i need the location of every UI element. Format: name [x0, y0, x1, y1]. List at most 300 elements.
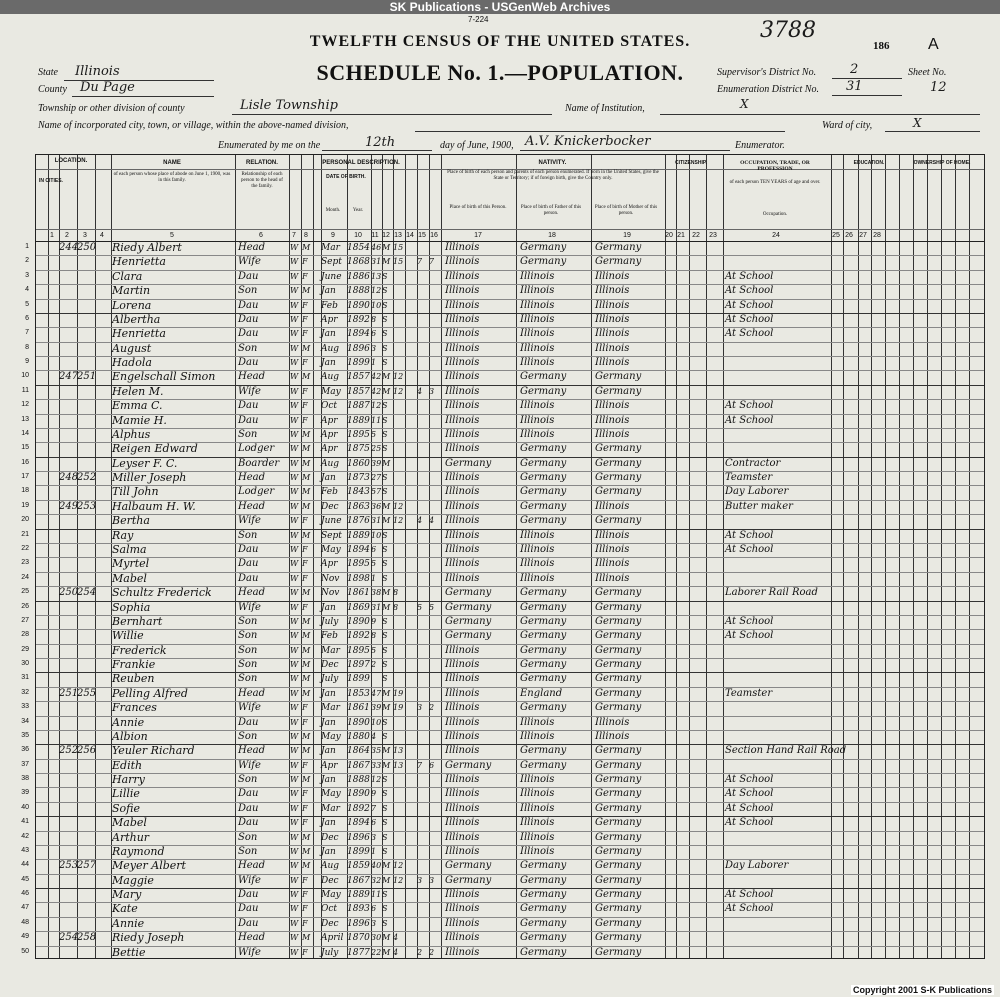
color: W [290, 803, 299, 813]
marital-status: M [382, 501, 391, 511]
birthplace-father: Illinois [520, 357, 555, 369]
age: 38 [371, 588, 382, 598]
color: W [290, 890, 299, 900]
birthplace-person: Illinois [445, 500, 480, 512]
marital-status: S [382, 300, 388, 310]
marital-status: S [382, 616, 388, 626]
relation: Dau [238, 788, 259, 800]
color: W [290, 904, 299, 914]
birth-month: July [321, 674, 339, 685]
sex: F [302, 947, 308, 957]
birthplace-father: Germany [520, 601, 567, 613]
person-name: Albertha [112, 312, 161, 326]
birthplace-father: Germany [520, 889, 567, 901]
color: W [290, 717, 299, 727]
occupation: At School [725, 802, 774, 814]
birthplace-person: Illinois [445, 443, 480, 455]
birth-year: 1899 [347, 846, 370, 857]
birth-year: 1892 [347, 314, 370, 325]
sex: M [302, 530, 311, 540]
birth-year: 1886 [347, 271, 370, 282]
birthplace-person: Illinois [445, 515, 480, 527]
birth-year: 1869 [347, 602, 370, 613]
birthplace-person: Illinois [445, 313, 480, 325]
sex: F [302, 300, 308, 310]
line-number: 11 [21, 386, 29, 394]
birth-year: 1854 [347, 243, 370, 253]
birthplace-mother: Germany [595, 817, 642, 829]
color: W [290, 674, 299, 684]
header-divider [36, 229, 984, 230]
line-number: 50 [21, 947, 29, 955]
birth-year: 1861 [347, 703, 370, 714]
dwelling-number: 247 [59, 371, 79, 383]
birthplace-father: Germany [520, 874, 567, 886]
birthplace-mother: Germany [595, 745, 642, 757]
birthplace-person: Illinois [445, 845, 480, 857]
line-number: 26 [21, 602, 29, 610]
birth-month: Feb [321, 487, 338, 498]
sex: F [302, 386, 308, 396]
birth-month: Sept [321, 530, 342, 541]
relation: Head [238, 745, 266, 757]
birthplace-father: Illinois [520, 400, 555, 412]
birth-year: 1888 [347, 286, 370, 297]
birthplace-mother: Germany [595, 659, 642, 671]
personal-header: PERSONAL DESCRIPTION. [322, 160, 400, 166]
line-number: 17 [21, 473, 29, 481]
color: W [290, 861, 299, 871]
line-number: 22 [21, 544, 29, 552]
relation: Dau [238, 543, 259, 555]
sex: F [302, 329, 308, 339]
marital-status: M [382, 602, 391, 612]
person-name: Mary [112, 888, 142, 902]
age: 3 [371, 832, 377, 842]
birthplace-mother: Germany [595, 932, 642, 944]
birthplace-person: Illinois [445, 687, 480, 699]
birthplace-person: Illinois [445, 946, 480, 958]
age: 11 [371, 890, 382, 900]
birthplace-mother: Illinois [595, 558, 630, 570]
birth-month: Jan [321, 286, 336, 297]
location-header: LOCATION. [54, 158, 88, 164]
birthplace-father: Germany [520, 702, 567, 714]
color: W [290, 372, 299, 382]
age: 39 [371, 458, 382, 468]
relation: Wife [238, 515, 261, 527]
sex: M [302, 372, 311, 382]
sheet-letter: A [928, 36, 939, 53]
birthplace-father: Germany [520, 903, 567, 915]
birth-month: Apr [321, 559, 338, 570]
dwelling-number: 253 [59, 860, 79, 872]
nativity-desc: Place of birth of each person and parents of each person enumerated. If born in the United States, give the State or Territory; if of foreign birth, give the Country only. [447, 170, 659, 181]
birthplace-mother: Germany [595, 256, 642, 268]
birthplace-father: Germany [520, 644, 567, 656]
birth-month: Apr [321, 415, 338, 426]
color: W [290, 775, 299, 785]
birthplace-person: Illinois [445, 428, 480, 440]
birthplace-mother: Germany [595, 889, 642, 901]
column-number: 20 [665, 232, 673, 239]
sex: F [302, 890, 308, 900]
birth-year: 1870 [347, 933, 370, 944]
birth-month: Jan [321, 818, 336, 829]
birthplace-father: Germany [520, 371, 567, 383]
relation: Wife [238, 759, 261, 771]
birth-mother-header: Place of birth of Mother of this person. [594, 205, 658, 216]
color: W [290, 473, 299, 483]
line-number: 44 [21, 861, 29, 869]
marital-status: S [382, 473, 388, 483]
family-number: 256 [77, 745, 97, 757]
birthplace-person: Germany [445, 615, 492, 627]
birth-month: Aug [321, 372, 340, 383]
line-number: 29 [21, 645, 29, 653]
birth-month: Sept [321, 257, 342, 268]
sex: F [302, 257, 308, 267]
color: W [290, 559, 299, 569]
relation-header: RELATION. [246, 160, 278, 166]
relation: Head [238, 371, 266, 383]
birthplace-father: Illinois [520, 774, 555, 786]
years-married: 15 [393, 243, 404, 252]
birthplace-mother: Germany [595, 946, 642, 958]
marital-status: S [382, 573, 388, 583]
birth-month: Apr [321, 444, 338, 455]
children-living: 2 [429, 703, 435, 713]
occupation-desc: of each person TEN YEARS of age and over. [729, 180, 821, 185]
person-name: Mabel [112, 816, 147, 830]
sex: F [302, 717, 308, 727]
occupation: At School [725, 285, 774, 297]
relation: Son [238, 673, 258, 685]
occupation: Teamster [725, 687, 773, 699]
birthplace-mother: Germany [595, 587, 642, 599]
sex: M [302, 286, 311, 296]
person-name: Henrietta [112, 327, 166, 341]
color: W [290, 487, 299, 497]
age: 5 [371, 645, 377, 655]
birth-month: Mar [321, 243, 340, 253]
age: 6 [371, 904, 377, 914]
occupation: At School [725, 270, 774, 282]
age: 11 [371, 415, 382, 425]
person-name: Emma C. [112, 399, 163, 413]
line-number: 42 [21, 832, 29, 840]
birth-year: 1887 [347, 401, 370, 412]
birthplace-mother: Illinois [595, 328, 630, 340]
page-number: 186 [873, 40, 890, 52]
sex: M [302, 861, 311, 871]
dob-header: DATE OF BIRTH. [326, 174, 366, 180]
years-married: 12 [393, 501, 404, 511]
birthplace-person: Illinois [445, 716, 480, 728]
birthplace-mother: Germany [595, 917, 642, 929]
column-number: 28 [873, 232, 881, 239]
birthplace-father: Germany [520, 443, 567, 455]
family-number: 250 [77, 242, 97, 253]
relation: Dau [238, 400, 259, 412]
marital-status: S [382, 286, 388, 296]
birthplace-person: Germany [445, 860, 492, 872]
relation: Dau [238, 313, 259, 325]
relation: Son [238, 428, 258, 440]
birthplace-mother: Germany [595, 860, 642, 872]
birthplace-person: Illinois [445, 342, 480, 354]
age: 42 [371, 386, 382, 396]
birthplace-father: Germany [520, 615, 567, 627]
dwelling-number: 249 [59, 500, 79, 512]
column-number: 23 [709, 232, 717, 239]
birthplace-mother: Germany [595, 242, 642, 253]
birth-month: Dec [321, 501, 339, 512]
color: W [290, 501, 299, 511]
birthplace-father: Germany [520, 472, 567, 484]
birth-year: 1898 [347, 573, 370, 584]
person-name: Riedy Joseph [112, 931, 185, 945]
relation: Dau [238, 558, 259, 570]
birthplace-mother: Illinois [595, 572, 630, 584]
sex: M [302, 933, 311, 943]
birth-month: Jan [321, 688, 336, 699]
column-number: 4 [100, 232, 104, 239]
line-number: 20 [21, 516, 29, 524]
sex: F [302, 415, 308, 425]
birthplace-mother: Germany [595, 903, 642, 915]
relation: Dau [238, 802, 259, 814]
years-married: 12 [393, 875, 404, 885]
person-name: Raymond [112, 844, 165, 858]
relation: Dau [238, 299, 259, 311]
children-born: 3 [417, 875, 423, 885]
nativity-header: NATIVITY. [538, 160, 567, 166]
birth-month: Feb [321, 300, 338, 311]
marital-status: S [382, 401, 388, 411]
birthplace-father: Illinois [520, 543, 555, 555]
line-number: 5 [25, 300, 29, 308]
color: W [290, 602, 299, 612]
marital-status: S [382, 544, 388, 554]
sex: M [302, 501, 311, 511]
marital-status: S [382, 818, 388, 828]
relation: Wife [238, 256, 261, 268]
birth-year: 1860 [347, 458, 370, 469]
marital-status: M [382, 516, 391, 526]
age: 35 [371, 746, 382, 756]
relation: Son [238, 529, 258, 541]
age: 30 [371, 933, 382, 943]
person-name: Engelschall Simon [112, 370, 216, 384]
marital-status: S [382, 329, 388, 339]
sex: F [302, 904, 308, 914]
relation: Dau [238, 270, 259, 282]
birth-month: Jan [321, 329, 336, 340]
birthplace-father: Germany [520, 745, 567, 757]
birthplace-father: Germany [520, 673, 567, 685]
county-value: Du Page [80, 80, 135, 95]
marital-status: S [382, 559, 388, 569]
sex: M [302, 588, 311, 598]
person-name: Reuben [112, 672, 155, 686]
birthplace-person: Illinois [445, 558, 480, 570]
age: 4 [371, 731, 377, 741]
birth-year: 1859 [347, 861, 370, 872]
year-header: Year. [352, 208, 364, 213]
birthplace-mother: Germany [595, 385, 642, 397]
line-number: 4 [25, 286, 29, 294]
birthplace-person: Illinois [445, 831, 480, 843]
line-number: 38 [21, 775, 29, 783]
sex: F [302, 803, 308, 813]
birthplace-mother: Germany [595, 615, 642, 627]
marital-status: M [382, 760, 391, 770]
state-value: Illinois [75, 64, 120, 79]
sex: M [302, 660, 311, 670]
relation: Head [238, 860, 266, 872]
color: W [290, 314, 299, 324]
marital-status: S [382, 890, 388, 900]
family-number: 252 [77, 472, 97, 484]
age: 6 [371, 818, 377, 828]
birthplace-person: Illinois [445, 371, 480, 383]
birth-year: 1863 [347, 501, 370, 512]
marital-status: S [382, 429, 388, 439]
age: 1 [371, 846, 377, 856]
column-number: 12 [382, 232, 390, 239]
occupation: At School [725, 615, 774, 627]
color: W [290, 544, 299, 554]
person-name: Lillie [112, 787, 140, 801]
birthplace-mother: Germany [595, 702, 642, 714]
birthplace-mother: Germany [595, 630, 642, 642]
family-number: 255 [77, 687, 97, 699]
birthplace-father: Illinois [520, 285, 555, 297]
marital-status: S [382, 832, 388, 842]
sex: M [302, 458, 311, 468]
age: 7 [371, 803, 377, 813]
marital-status: S [382, 904, 388, 914]
birthplace-father: Germany [520, 587, 567, 599]
birthplace-father: Illinois [520, 730, 555, 742]
birth-month: May [321, 386, 341, 397]
birthplace-person: Illinois [445, 817, 480, 829]
birth-year: 1890 [347, 789, 370, 800]
age: 6 [371, 544, 377, 554]
education-header: EDUCATION. [853, 160, 885, 166]
person-name: Albion [112, 729, 148, 743]
birth-year: 1899 [347, 358, 370, 369]
column-number: 6 [259, 232, 263, 239]
birthplace-person: Germany [445, 759, 492, 771]
children-born: 7 [417, 257, 423, 267]
birthplace-person: Illinois [445, 774, 480, 786]
marital-status: S [382, 731, 388, 741]
person-name: Leyser F. C. [112, 456, 178, 470]
relation: Head [238, 932, 266, 944]
birth-month: Jan [321, 717, 336, 728]
occupation: At School [725, 817, 774, 829]
relation: Dau [238, 917, 259, 929]
line-number: 13 [21, 415, 29, 423]
color: W [290, 731, 299, 741]
birthplace-mother: Germany [595, 472, 642, 484]
relation: Lodger [238, 443, 275, 455]
birthplace-mother: Illinois [595, 529, 630, 541]
occupation: At School [725, 414, 774, 426]
birthplace-father: Illinois [520, 342, 555, 354]
county-label: County [38, 84, 67, 95]
children-born: 4 [417, 386, 423, 396]
sex: F [302, 314, 308, 324]
birthplace-father: Illinois [520, 845, 555, 857]
line-number: 27 [21, 616, 29, 624]
age: 6 [371, 329, 377, 339]
marital-status: M [382, 703, 391, 713]
line-number: 15 [21, 444, 29, 452]
age: 39 [371, 703, 382, 713]
birthplace-father: Illinois [520, 572, 555, 584]
age: 8 [371, 314, 377, 324]
birthplace-father: Illinois [520, 817, 555, 829]
color: W [290, 300, 299, 310]
relation: Son [238, 774, 258, 786]
line-number: 33 [21, 703, 29, 711]
person-name: Schultz Frederick [112, 586, 212, 600]
marital-status: S [382, 631, 388, 641]
birthplace-person: Germany [445, 457, 492, 469]
marital-status: M [382, 386, 391, 396]
dwelling-number: 254 [59, 932, 79, 944]
institution-value: X [740, 97, 749, 111]
birthplace-father: Illinois [520, 313, 555, 325]
children-born: 3 [417, 703, 423, 713]
age: 13 [371, 271, 382, 281]
age: 32 [371, 875, 382, 885]
birthplace-mother: Germany [595, 371, 642, 383]
birth-year: 1895 [347, 429, 370, 440]
birth-month: Mar [321, 645, 340, 656]
years-married: 12 [393, 386, 404, 396]
birth-year: 1894 [347, 544, 370, 555]
line-number: 36 [21, 746, 29, 754]
color: W [290, 358, 299, 368]
years-married: 13 [393, 746, 404, 756]
relation: Boarder [238, 457, 280, 469]
line-number: 2 [25, 257, 29, 265]
relation: Dau [238, 572, 259, 584]
age: 3 [371, 918, 377, 928]
enumerated-day: 12th [365, 135, 396, 150]
birth-month: Dec [321, 832, 339, 843]
years-married: 8 [393, 588, 399, 598]
birthplace-father: Germany [520, 385, 567, 397]
archive-banner: SK Publications - USGenWeb Archives [0, 0, 1000, 14]
line-number: 12 [21, 401, 29, 409]
color: W [290, 286, 299, 296]
relation: Son [238, 831, 258, 843]
occupation: Laborer Rail Road [725, 587, 818, 599]
birth-month: Aug [321, 343, 340, 354]
birth-month: Aug [321, 861, 340, 872]
line-number: 47 [21, 904, 29, 912]
sex: M [302, 616, 311, 626]
occupation: At School [725, 889, 774, 901]
line-number: 6 [25, 314, 29, 322]
age: 31 [371, 516, 382, 526]
birthplace-mother: Germany [595, 687, 642, 699]
